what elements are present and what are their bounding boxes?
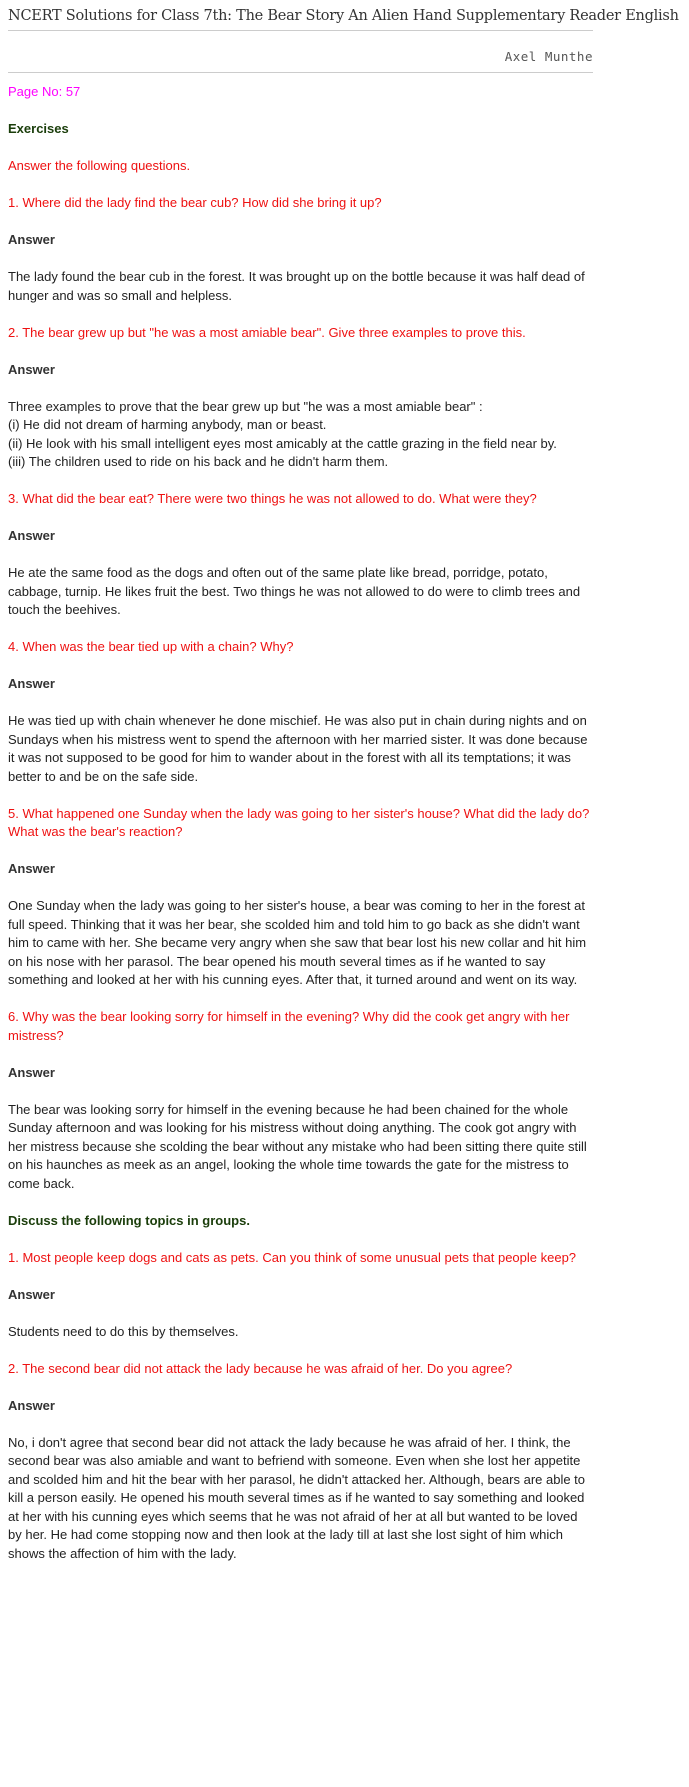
discuss-list — [8, 1249, 593, 1564]
instruction: Answer the following questions. — [8, 158, 191, 173]
answer-label: Answer — [8, 528, 55, 543]
answer-text: Students need to do this by themselves. — [8, 1323, 239, 1339]
qa-item — [8, 324, 593, 472]
question: 4. When was the bear tied up with a chain? Why? — [8, 639, 294, 654]
answer-text: The bear was looking sorry for himself in the evening because he had been chained for the whole Sunday afternoon and was looking for his mistress without doing anything. The cook got angry with her mistress because she scolding the bear without any mistake who had been sitting there quite still on his haunches as meek as an angel, looking the whole time towards the gate for the mistress to come back. — [8, 1101, 587, 1191]
author-divider — [8, 72, 593, 73]
answer-text: (ii) He look with his small intelligent eyes most amicably at the cattle grazing in the field near by. — [8, 435, 557, 451]
qa-item — [8, 638, 593, 786]
answer-label: Answer — [8, 1397, 55, 1413]
qa-item — [8, 194, 593, 305]
page-title: NCERT Solutions for Class 7th: The Bear Story An Alien Hand Supplementary Reader English — [8, 8, 679, 24]
question: 1. Where did the lady find the bear cub? How did she bring it up? — [8, 195, 382, 210]
answer-label: Answer — [8, 861, 55, 876]
answer-text: (iii) The children used to ride on his back and he didn't harm them. — [8, 454, 389, 469]
answer-label: Answer — [8, 361, 55, 377]
questions-list — [8, 194, 593, 1193]
answer-text: One Sunday when the lady was going to her sister's house, a bear was coming to her in the forest at full speed. Thinking that it was her bear, she scolded him and told him to go back as she didn't want him to came with her. She became very angry when she saw that bear lost his new collar and hit him on his nose with her parasol. The bear opened his mouth several times as if he wanted to say something and looked at her with his cunning eyes. After that, it turned around and went on its way. — [8, 898, 587, 987]
question: 5. What happened one Sunday when the lady was going to her sister's house? What did the lady do? What was the bear's reaction? — [8, 805, 590, 839]
question: 6. Why was the bear looking sorry for himself in the evening? Why did the cook get angry with her mistress? — [8, 1009, 570, 1043]
answer-label: Answer — [8, 1286, 55, 1302]
content — [8, 83, 593, 1563]
page — [8, 0, 679, 1563]
question: 2. The second bear did not attack the lady because he was afraid of her. Do you agree? — [8, 1360, 513, 1376]
qa-item — [8, 1008, 593, 1193]
header-divider — [8, 30, 593, 31]
answer-label: Answer — [8, 1064, 55, 1080]
page-number: Page No: 57 — [8, 84, 81, 99]
qa-item — [8, 490, 593, 620]
qa-item — [8, 805, 593, 990]
answer-text: He was tied up with chain whenever he done mischief. He was also put in chain during nights and on Sundays when his mistress went to spend the afternoon with her married sister. It was done because it was not supposed to be good for him to wander about in the forest with all its temptations; it was better to and be on the safe side. — [8, 713, 588, 784]
answer-label: Answer — [8, 232, 55, 247]
answer-text: The lady found the bear cub in the forest. It was brought up on the bottle because it was half dead of hunger and was so small and helpless. — [8, 269, 585, 303]
answer-text: Three examples to prove that the bear grew up but "he was a most amiable bear" : — [8, 398, 483, 414]
question: 2. The bear grew up but "he was a most amiable bear". Give three examples to prove this. — [8, 324, 526, 340]
discuss-heading: Discuss the following topics in groups. — [8, 1212, 250, 1228]
qa-item — [8, 1249, 593, 1342]
exercises-heading: Exercises — [8, 121, 69, 136]
answer-text: (i) He did not dream of harming anybody, man or beast. — [8, 417, 327, 432]
qa-item — [8, 1360, 593, 1564]
question: 3. What did the bear eat? There were two things he was not allowed to do. What were they? — [8, 491, 537, 506]
answer-text: He ate the same food as the dogs and often out of the same plate like bread, porridge, potato, cabbage, turnip. He likes fruit the best. Two things he was not allowed to do were to climb trees and touch the beehives. — [8, 565, 581, 617]
answer-text: No, i don't agree that second bear did not attack the lady because he was afraid of her. I think, the second bear was also amiable and want to befriend with someone. Even when she lost her appetite and scolded him and hit the bear with her parasol, he didn't attacked her. Although, bears are able to kill a person easily. He opened his mouth several times as if he wanted to say something and looked at her with his cunning eyes which seems that he was not afraid of her at all but wanted to be loved by her. He had come stopping now and then look at the lady till at last she lost sight of him which shows the affection of him with the lady. — [8, 1434, 586, 1561]
question: 1. Most people keep dogs and cats as pets. Can you think of some unusual pets that people keep? — [8, 1249, 577, 1265]
author-name: Axel Munthe — [504, 49, 593, 64]
answer-label: Answer — [8, 676, 55, 691]
